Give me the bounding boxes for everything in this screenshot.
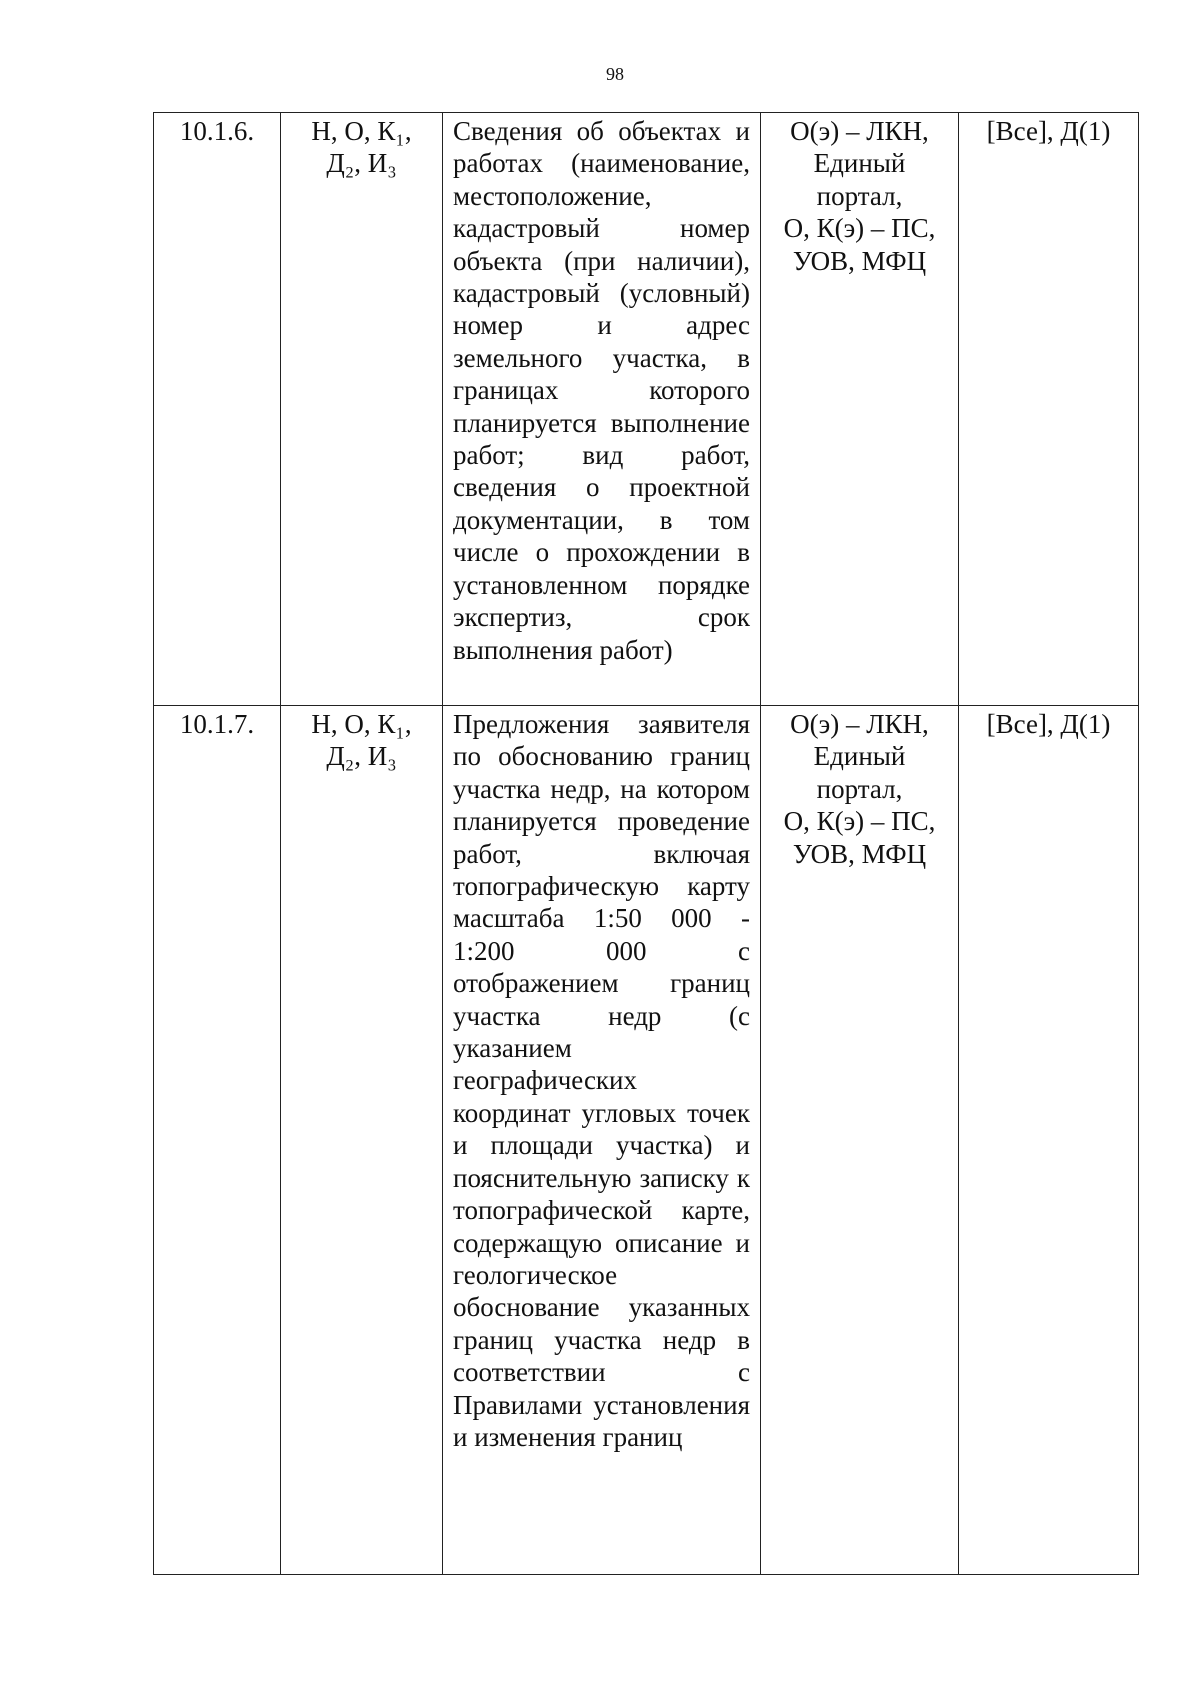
codes-line: Д₂, И₃	[326, 148, 397, 179]
codes-line: Н, О, К₁,	[311, 709, 412, 739]
submission-line: О(э) – ЛКН,	[790, 709, 929, 739]
item-description: Предложения заявителя по обоснованию границ участка недр, на котором планируется проведение работ, включая топографическую карту масштаба 1:50 000 - 1:200 000 с отображением границ участка недр (с указанием географических координат угловых точек и площади участка) и пояснительную записку к топографической карте, содержащую описание и геологическое обоснование указанных границ участка недр в соответствии с Правилами установления и изменения границ	[443, 706, 761, 1575]
document-codes	[281, 113, 443, 706]
submission-line: портал,	[816, 180, 903, 211]
table-row	[154, 706, 1139, 1575]
submission-line: УОВ, МФЦ	[792, 245, 927, 276]
submission-line: Единый	[813, 741, 906, 772]
submission-line: О(э) – ЛКН,	[790, 116, 929, 146]
page-number: 98	[606, 64, 624, 84]
item-number: 10.1.6.	[154, 113, 281, 706]
applicant-category: [Все], Д(1)	[959, 706, 1139, 1575]
requirements-table	[153, 112, 1139, 1575]
codes-line: Н, О, К₁,	[311, 116, 412, 146]
item-description: Сведения об объектах и работах (наименование, местоположение, кадастровый номер объекта (при наличии), кадастровый (условный) номер и адрес земельного участка, в границах которого планируется выполнение работ; вид работ, сведения о проектной документации, в том числе о прохождении в установленном порядке экспертиз, срок выполнения работ)	[443, 113, 761, 706]
submission-line: О, К(э) – ПС,	[783, 806, 936, 837]
submission-line: О, К(э) – ПС,	[783, 213, 936, 244]
codes-line: Д₂, И₃	[326, 741, 397, 772]
submission-line: УОВ, МФЦ	[792, 838, 927, 869]
item-number: 10.1.7.	[154, 706, 281, 1575]
submission-line: портал,	[816, 773, 903, 804]
submission-line: Единый	[813, 148, 906, 179]
document-codes	[281, 706, 443, 1575]
applicant-category: [Все], Д(1)	[959, 113, 1139, 706]
submission-method	[761, 113, 959, 706]
submission-method	[761, 706, 959, 1575]
table-row	[154, 113, 1139, 706]
